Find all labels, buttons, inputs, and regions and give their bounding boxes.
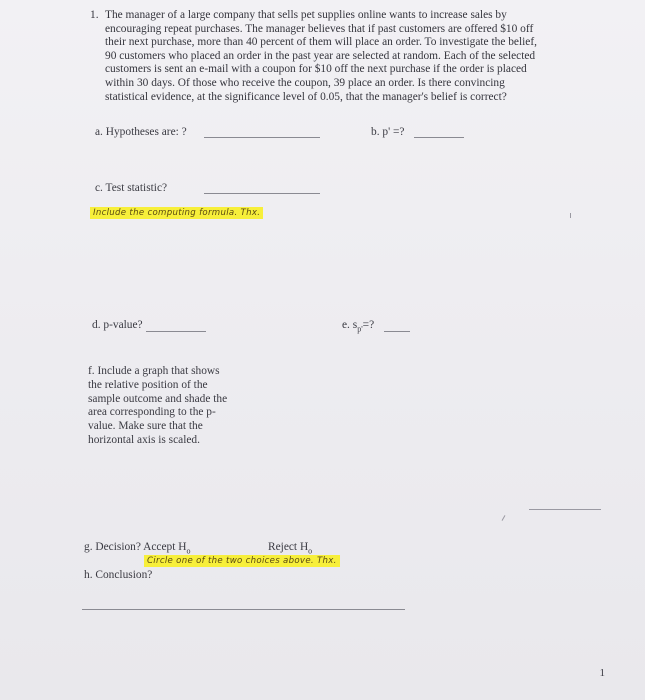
page-number: 1 (599, 667, 605, 679)
question-e-label: e. $s_{p'}=$? (342, 319, 375, 334)
question-f-text: f. Include a graph that shows the relative position of the sample outcome and shade the area corresponding to the p- value. Make sure that the horizontal axis is scaled. (88, 365, 228, 446)
problem-line: within 30 days. Of those who receive the coupon, 39 place an order. Is there convincing (105, 76, 505, 89)
question-d-label: d. p-value? (92, 319, 143, 331)
problem-line: 90 customers who placed an order in the past year are selected at random. Each of the selected (105, 49, 536, 62)
question-c-label: c. Test statistic? (95, 182, 168, 194)
stray-mark (570, 213, 571, 218)
question-g-highlight-note: Circle one of the two choices above. Thx. (144, 555, 340, 567)
problem-line: The manager of a large company that sells pet supplies online wants to increase sales by (105, 9, 507, 21)
question-c-answer-line[interactable] (204, 193, 320, 194)
question-a-answer-line[interactable] (204, 137, 320, 138)
stray-mark (502, 515, 506, 521)
question-g-label: g. Decision? Accept $H_o$ (84, 541, 191, 556)
conclusion-answer-line[interactable] (82, 609, 405, 610)
problem-line: their next purchase, more than 40 percent of them will place an order. To investigate the belief, (105, 36, 537, 49)
question-b-answer-line[interactable] (414, 137, 464, 138)
question-c-highlight-note: Include the computing formula. Thx. (90, 207, 263, 219)
problem-line: statistical evidence, at the significance level of 0.05, that the manager's belief is correct? (105, 90, 507, 103)
problem-number: 1. (90, 9, 99, 21)
question-b-label: b. p' =? (371, 126, 405, 138)
reject-choice[interactable]: Reject $H_o$ (268, 541, 313, 556)
question-h-label: h. Conclusion? (84, 569, 153, 581)
question-a-label: a. Hypotheses are: ? (95, 126, 187, 138)
stray-mark (529, 509, 601, 510)
problem-statement (90, 9, 563, 104)
question-d-answer-line[interactable] (146, 331, 206, 332)
problem-line: encouraging repeat purchases. The manager believes that if past customers are offered $10 off (105, 22, 534, 35)
question-e-answer-line[interactable] (384, 331, 410, 332)
problem-line: customers is sent an e-mail with a coupon for $10 off the next purchase if the order is placed (105, 63, 527, 76)
